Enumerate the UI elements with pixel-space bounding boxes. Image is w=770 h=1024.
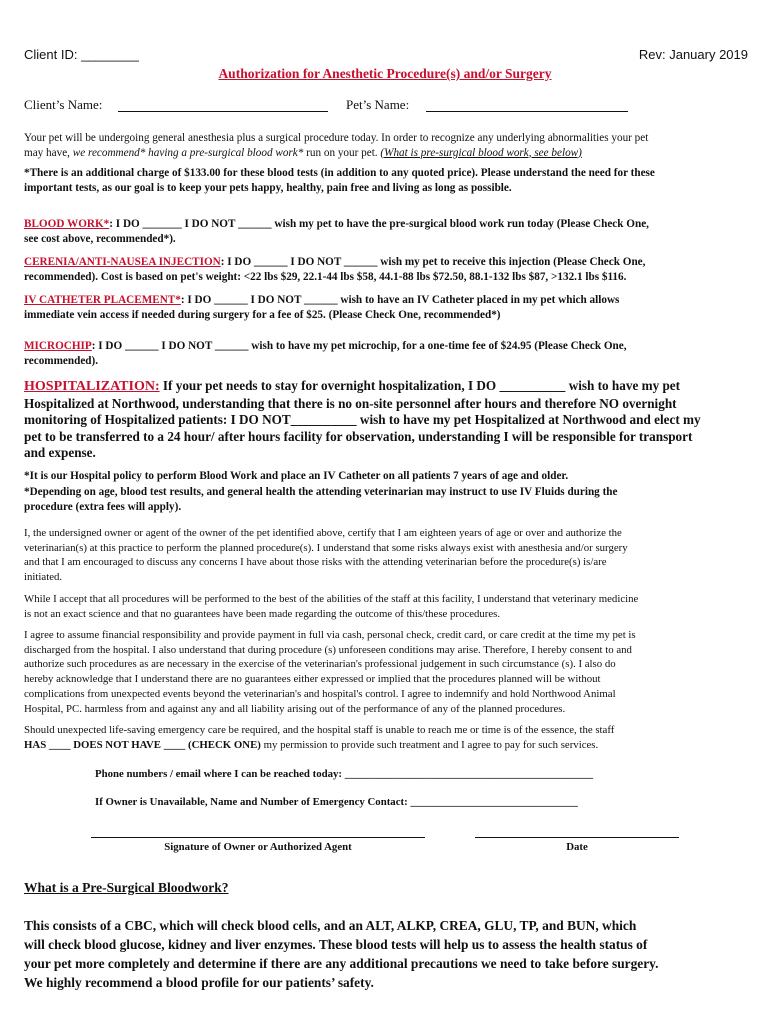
cerenia-line-1: : I DO ______ I DO NOT ______ wish my pet to receive this injection (Please Check One, xyxy=(220,256,646,268)
hospitalization-line-3: monitoring of Hospitalized patients: I DO NOT__________ wish to have my pet Hospitalized at Northwood and elect my xyxy=(24,412,701,427)
consent1-line-2: veterinarian(s) at this practice to perform the planned procedure(s). I understand that some risks always exist with anesthesia and/or surgery xyxy=(24,541,628,554)
bloodwork-label: BLOOD WORK* xyxy=(24,218,110,230)
microchip-option[interactable] xyxy=(24,339,627,369)
owner-signature-label: Signature of Owner or Authorized Agent xyxy=(164,841,352,853)
phone-email-field[interactable]: Phone numbers / email where I can be reached today: ______________________________________________ xyxy=(95,768,594,780)
iv-catheter-line-2: immediate vein access if needed during surgery for a fee of $25. (Please Check One, recommended*) xyxy=(24,309,501,321)
microchip-line-2: recommended). xyxy=(24,355,99,367)
intro-recommend: we recommend* having a pre-surgical blood work* xyxy=(72,146,304,159)
hospitalization-option[interactable] xyxy=(24,378,701,462)
iv-catheter-line-1: : I DO ______ I DO NOT ______ wish to have an IV Catheter placed in my pet which allows xyxy=(180,294,620,306)
see-below-link[interactable]: (What is pre-surgical blood work, see below) xyxy=(380,146,582,159)
cerenia-line-2: recommended). Cost is based on pet's weight: <22 lbs $29, 22.1-44 lbs $58, 44.1-88 lbs $72.50, 88.1-132 lbs $87, >132.1 lbs $116. xyxy=(24,271,627,283)
cerenia-option[interactable] xyxy=(24,255,645,285)
pet-name-label: Pet’s Name: xyxy=(346,97,410,112)
emergency-contact-field[interactable]: If Owner is Unavailable, Name and Number of Emergency Contact: _______________________________ xyxy=(95,796,578,808)
bloodwork-line-1: : I DO _______ I DO NOT ______ wish my pet to have the pre-surgical blood work run today (Please Check One, xyxy=(109,218,649,230)
charge-note-line-2: important tests, as our goal is to keep your pets happy, healthy, pain free and living as long as possible. xyxy=(24,182,512,194)
policy-line-3: procedure (extra fees will apply). xyxy=(24,501,182,513)
hospitalization-label: HOSPITALIZATION: xyxy=(24,379,160,394)
client-id-label: Client ID: ________ xyxy=(24,47,139,62)
policy-line-2: *Depending on age, blood test results, and general health the attending veterinarian may instruct to use IV Fluids during the xyxy=(24,485,618,498)
consent3-line-6: Hospital, PC. harmless from and against any and all liability arising out of the performance of any of the planned procedures. xyxy=(24,702,566,715)
form-title: Authorization for Anesthetic Procedure(s) and/or Surgery xyxy=(218,66,552,81)
consent-paragraph-3 xyxy=(24,628,636,716)
intro-line-1: Your pet will be undergoing general anesthesia plus a surgical procedure today. In order to recognize any underlying abnormalities your pet xyxy=(24,132,649,144)
pet-name-field[interactable] xyxy=(426,111,628,112)
consent3-line-5: complications from unexpected events beyond the veterinarian's and hospital's control. I agree to indemnify and hold Northwood Animal xyxy=(24,687,616,700)
consent1-line-4: initiated. xyxy=(24,571,63,584)
consent3-line-3: authorize such procedures as are necessary in the exercise of the veterinarian's professional judgement in such circumstance (s). I also do xyxy=(24,658,616,671)
intro-line-2 xyxy=(24,146,648,161)
consent3-line-2: discharged from the hospital. I also understand that during procedure (s) unforeseen conditions may arise. Therefore, I hereby consent to and xyxy=(24,643,632,656)
consent2-line-2: is not an exact science and that no guarantees have been made regarding the outcome of this/these procedures. xyxy=(24,607,501,620)
presurgical-line-2: will check blood glucose, kidney and liver enzymes. These blood tests will help us to assess the health status of xyxy=(24,937,648,952)
hospital-policy xyxy=(24,469,618,516)
emergency-permission-rest: my permission to provide such treatment and I agree to pay for such services. xyxy=(260,739,599,751)
presurgical-paragraph xyxy=(24,916,659,992)
date-signature-line[interactable] xyxy=(475,837,679,838)
hospitalization-line-4: pet to be transferred to a 24 hour/ after hours facility for observation, understanding I will be responsible for transport xyxy=(24,428,693,444)
policy-line-1: *It is our Hospital policy to perform Blood Work and place an IV Catheter on all patients 7 years of age and older. xyxy=(24,470,569,482)
presurgical-line-1: This consists of a CBC, which will check blood cells, and an ALT, ALKP, CREA, GLU, TP, and BUN, which xyxy=(24,918,637,933)
presurgical-line-4: We highly recommend a blood profile for our patients’ safety. xyxy=(24,975,374,990)
hospitalization-line-2: Hospitalized at Northwood, understanding that there is no on-site personnel after hours and therefore NO overnight xyxy=(24,395,677,411)
consent-paragraph-1 xyxy=(24,526,628,585)
consent-paragraph-4 xyxy=(24,723,614,753)
client-name-label: Client’s Name: xyxy=(24,97,103,112)
hospitalization-line-5: and expense. xyxy=(24,445,96,460)
iv-catheter-label: IV CATHETER PLACEMENT* xyxy=(24,294,181,306)
presurgical-heading: What is a Pre-Surgical Bloodwork? xyxy=(24,880,229,895)
microchip-label: MICROCHIP xyxy=(24,340,92,352)
iv-catheter-option[interactable] xyxy=(24,293,619,323)
intro-prefix: may have, xyxy=(24,146,73,159)
bloodwork-option[interactable] xyxy=(24,217,649,247)
microchip-line-1: : I DO ______ I DO NOT ______ wish to have my pet microchip, for a one-time fee of $24.95 (Please Check One, xyxy=(91,340,627,352)
charge-note-line-1: *There is an additional charge of $133.00 for these blood tests (in addition to any quoted price). Please understand the need for these xyxy=(24,167,655,179)
consent2-line-1: While I accept that all procedures will be performed to the best of the abilities of the staff at this facility, I understand that veterinary medicine xyxy=(24,593,639,605)
client-name-field[interactable] xyxy=(118,111,328,112)
emergency-permission-choice[interactable]: HAS ____ DOES NOT HAVE ____ (CHECK ONE) xyxy=(24,739,261,751)
consent1-line-1: I, the undersigned owner or agent of the owner of the pet identified above, certify that I am eighteen years of age or over and authorize the xyxy=(24,527,622,539)
date-label: Date xyxy=(566,841,588,853)
charge-note xyxy=(24,166,655,196)
revision-date: Rev: January 2019 xyxy=(638,47,748,62)
consent1-line-3: and that I am encouraged to discuss any concerns I have about those risks with the attending veterinarian before the procedure(s) is/are xyxy=(24,556,607,569)
consent4-line-1: Should unexpected life-saving emergency care be required, and the hospital staff is unable to reach me or time is of the essence, the staff xyxy=(24,724,615,736)
bloodwork-line-2: see cost above, recommended*). xyxy=(24,233,176,245)
intro-paragraph xyxy=(24,131,648,160)
consent3-line-4: hereby acknowledge that I understand there are no guarantees either expressed or implied that the procedures planned will be without xyxy=(24,673,601,686)
consent4-line-2[interactable] xyxy=(24,738,614,753)
consent3-line-1: I agree to assume financial responsibility and provide payment in full via cash, personal check, credit card, or care credit at the time my pet is xyxy=(24,629,636,641)
consent-paragraph-2 xyxy=(24,592,638,621)
intro-mid: run on your pet. xyxy=(303,146,381,159)
owner-signature-line[interactable] xyxy=(91,837,425,838)
cerenia-label: CERENIA/ANTI-NAUSEA INJECTION xyxy=(24,256,221,268)
hospitalization-line-1: If your pet needs to stay for overnight hospitalization, I DO __________ wish to have my pet xyxy=(159,378,681,393)
presurgical-line-3: your pet more completely and determine if there are any additional precautions we need to take before surgery. xyxy=(24,956,659,971)
